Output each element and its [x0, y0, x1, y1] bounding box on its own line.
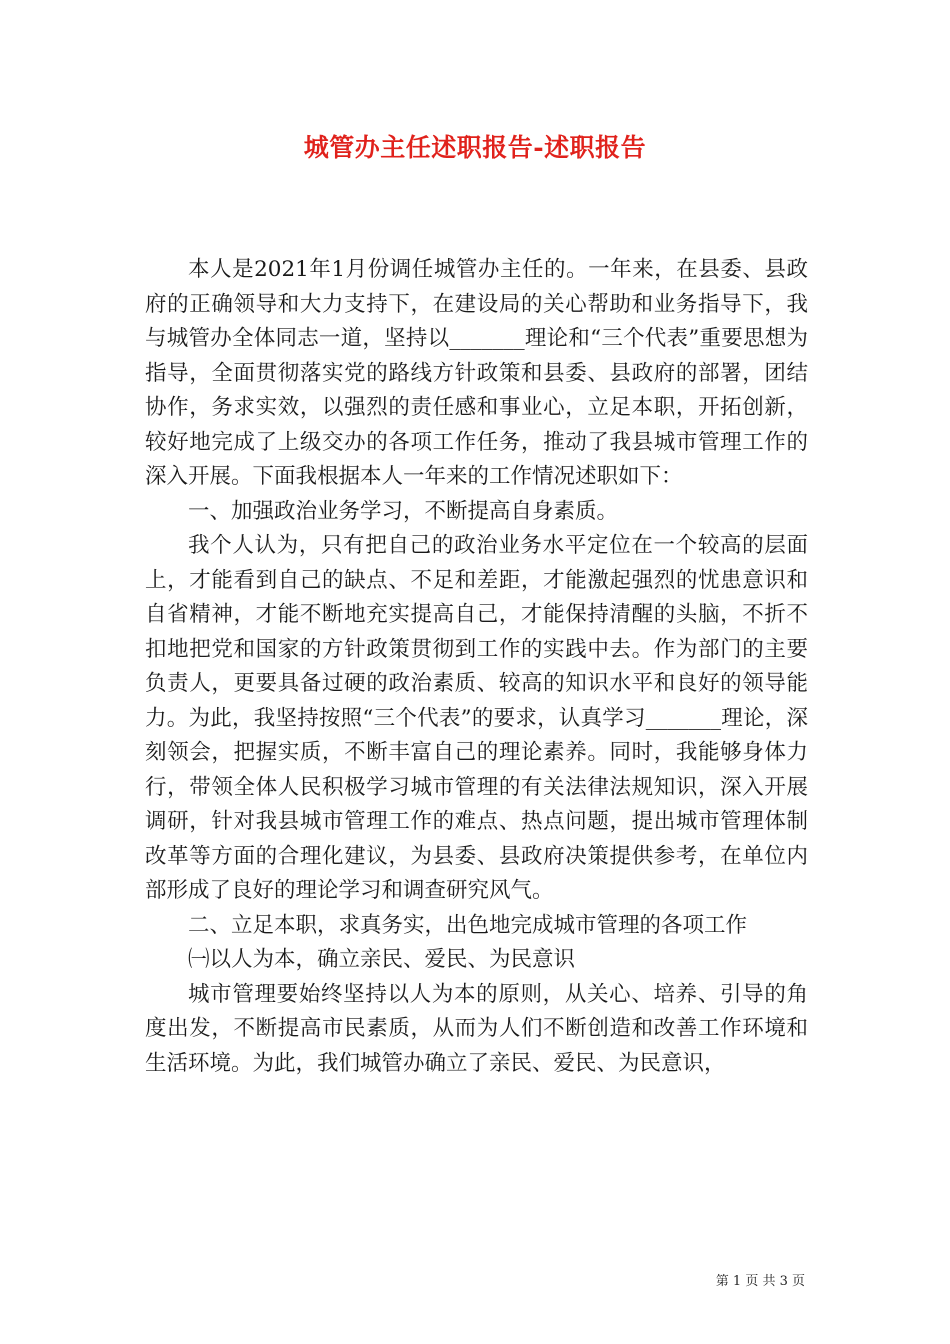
page-number: 第 1 页 共 3 页 [715, 1274, 805, 1289]
section-heading-1: 一、加强政治业务学习，不断提高自身素质。 [188, 498, 619, 524]
subsection-heading-1: ㈠以人为本，确立亲民、爱民、为民意识 [188, 947, 576, 972]
paragraph-intro: 本人是2021年1月份调任城管办主任的。一年来，在县委、县政府的正确领导和大力支持下，在建设局的关心帮助和业务指导下，我与城管办全体同志一道，坚持以_______理论和“三个代表”重要思想为指导，全面贯彻落实党的路线方针政策和县委、县政府的部署，团结协作，务求实效，以强烈的责任感和事业心，立足本职，开拓创新，较好地完成了上级交办的各项工作任务，推动了我县城市管理工作的深入开展。下面我根据本人一年来的工作情况述职如下： [145, 257, 808, 489]
document-title: 城管办主任述职报告-述职报告 [303, 133, 647, 162]
paragraph-subsection-1: 城市管理要始终坚持以人为本的原则，从关心、培养、引导的角度出发，不断提高市民素质，从而为人们不断创造和改善工作环境和生活环境。为此，我们城管办确立了亲民、爱民、为民意识， [145, 981, 808, 1076]
paragraph-section-1: 我个人认为，只有把自己的政治业务水平定位在一个较高的层面上，才能看到自己的缺点、不足和差距，才能激起强烈的忧患意识和自省精神，才能不断地充实提高自己，才能保持清醒的头脑，不折不扣地把党和国家的方针政策贯彻到工作的实践中去。作为部门的主要负责人，更要具备过硬的政治素质、较高的知识水平和良好的领导能力。为此，我坚持按照“三个代表”的要求，认真学习_______理论，深刻领会，把握实质，不断丰富自己的理论素养。同时，我能够身体力行，带领全体人民积极学习城市管理的有关法律法规知识，深入开展调研，针对我县城市管理工作的难点、热点问题，提出城市管理体制改革等方面的合理化建议，为县委、县政府决策提供参考，在单位内部形成了良好的理论学习和调查研究风气。 [145, 533, 808, 903]
document-body [145, 253, 808, 1081]
section-heading-2: 二、立足本职，求真务实，出色地完成城市管理的各项工作 [188, 912, 748, 938]
